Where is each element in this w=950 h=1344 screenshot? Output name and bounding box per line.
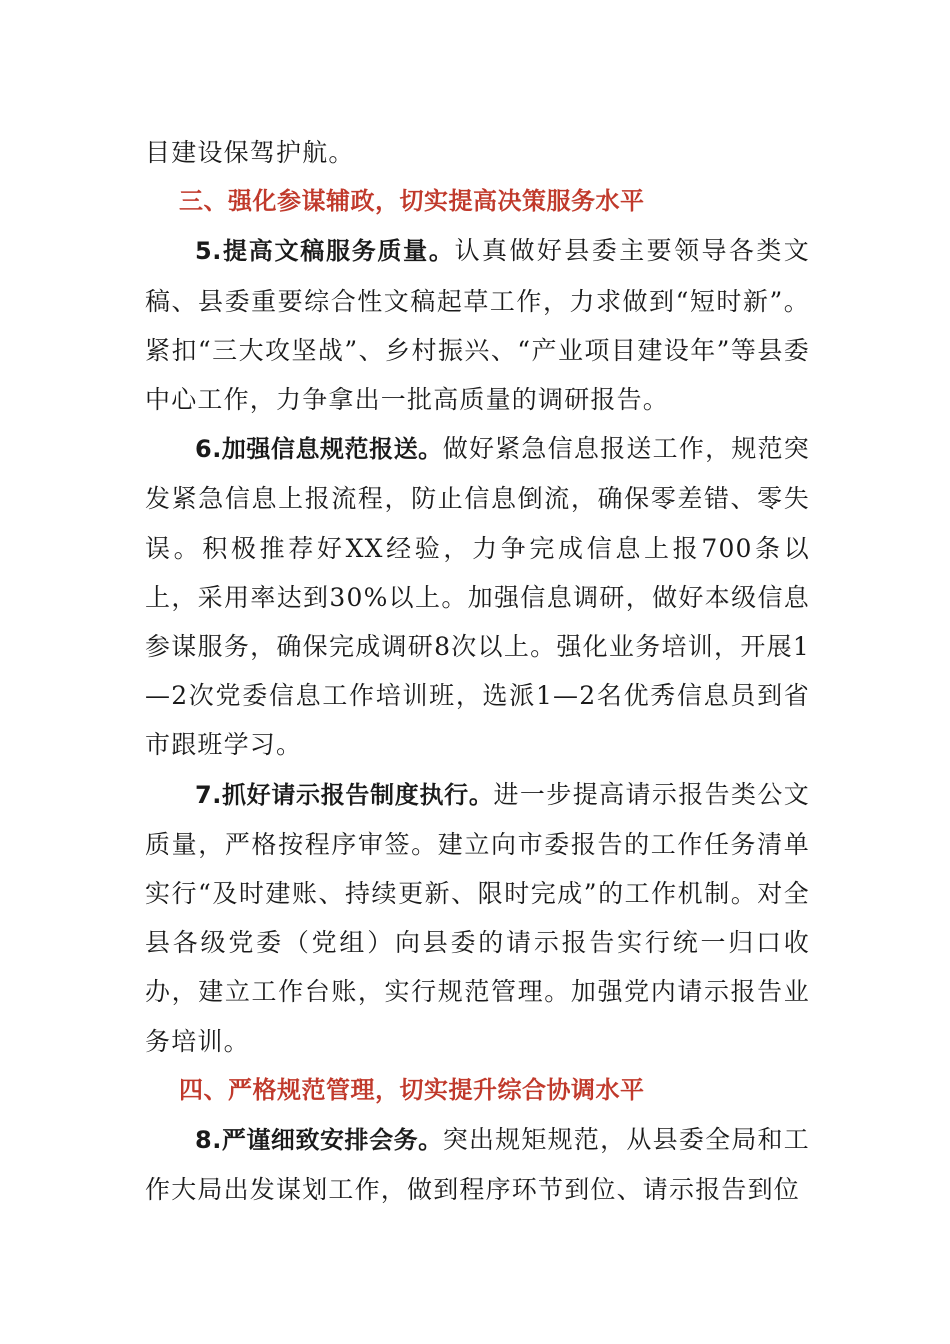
- item-8-text: 突出规矩规范，从县委全局和工作大局出发谋划工作，做到程序环节到位、请示报告到位: [145, 1125, 810, 1205]
- paragraph-continuation: 目建设保驾护航。: [145, 138, 355, 167]
- item-7-title: 7.抓好请示报告制度执行。: [195, 780, 494, 809]
- paragraph-item-5: [145, 226, 810, 424]
- item-5-title: 5.提高文稿服务质量。: [195, 237, 455, 266]
- item-8-title: 8.严谨细致安排会务。: [195, 1126, 443, 1155]
- paragraph-item-7: [145, 770, 810, 1066]
- paragraph-item-8: [145, 1115, 810, 1214]
- item-6-text: 做好紧急信息报送工作，规范突发紧急信息上报流程，防止信息倒流，确保零差错、零失误。积极推荐好XX经验，力争完成信息上报700条以上，采用率达到30%以上。加强信息调研，做好本级信息参谋服务，确保完成调研8次以上。强化业务培训，开展1—2次党委信息工作培训班，选派1—2名优秀信息员到省市跟班学习。: [145, 434, 810, 760]
- item-5-text: 认真做好县委主要领导各类文稿、县委重要综合性文稿起草工作，力求做到“短时新”。紧扣“三大攻坚战”、乡村振兴、“产业项目建设年”等县委中心工作，力争拿出一批高质量的调研报告。: [145, 236, 810, 415]
- item-6-title: 6.加强信息规范报送。: [195, 435, 443, 464]
- section-heading-3: 三、强化参谋辅政，切实提高决策服务水平: [179, 187, 645, 216]
- item-7-text: 进一步提高请示报告类公文质量，严格按程序审签。建立向市委报告的工作任务清单实行“及时建账、持续更新、限时完成”的工作机制。对全县各级党委（党组）向县委的请示报告实行统一归口收办，建立工作台账，实行规范管理。加强党内请示报告业务培训。: [145, 779, 810, 1056]
- section-heading-4: 四、严格规范管理，切实提升综合协调水平: [179, 1075, 645, 1104]
- document-body: [145, 128, 810, 1214]
- paragraph-item-6: [145, 424, 810, 769]
